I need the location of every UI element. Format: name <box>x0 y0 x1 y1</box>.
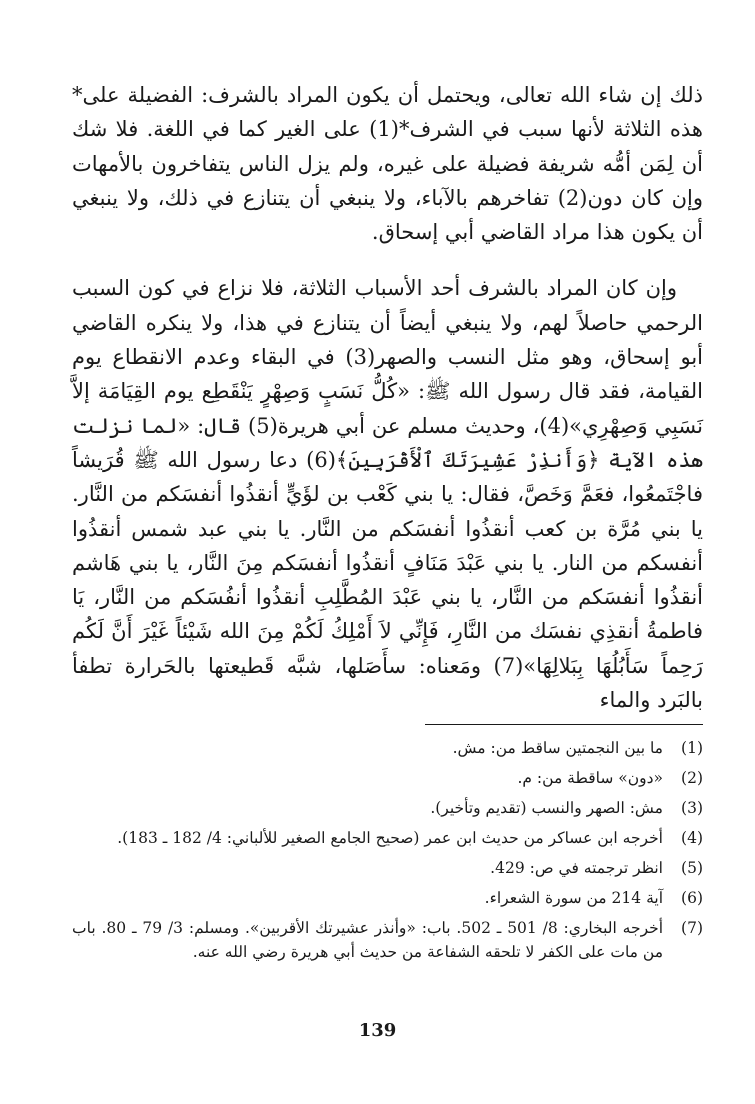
footnote-number: (4) <box>681 829 703 847</box>
footnote-text: «دون» ساقطة من: م. <box>517 769 663 787</box>
footnote-5 <box>72 856 703 880</box>
page-number: 139 <box>358 1020 397 1041</box>
footnotes <box>72 736 703 970</box>
footnote-7 <box>72 916 703 964</box>
footnote-number: (2) <box>681 769 703 787</box>
footnote-number: (7) <box>681 919 703 937</box>
footnote-text: مش: الصهر والنسب (تقديم وتأخير). <box>430 799 663 817</box>
footnote-text: أخرجه البخاري: 8/ 501 ـ 502. باب: «وأنذر عشيرتك الأقربين». ومسلم: 3/ 79 ـ 80. باب من مات على الكفر لا تلحقه الشفاعة من حديث أبي هريرة رضي الله عنه. <box>72 919 664 961</box>
footnote-text: انظر ترجمته في ص: 429. <box>490 859 663 877</box>
footnote-2 <box>72 766 703 790</box>
footnote-text: آية 214 من سورة الشعراء. <box>484 889 663 907</box>
footnote-4 <box>72 826 703 850</box>
paragraph-1: ذلك إن شاء الله تعالى، ويحتمل أن يكون المراد بالشرف: الفضيلة على* هذه الثلاثة لأنها سبب في الشرف*(1) على الغير كما في اللغة. فلا شك أن لِمَن أمُّه شريفة فضيلة على غيره، ولم يزل الناس يتفاخرون بالأمهات وإن كان دون(2) تفاخرهم بالآباء، ولا ينبغي أن يتنازع في ذلك، ولا ينبغي أن يكون هذا مراد القاضي أبي إسحاق. <box>72 83 703 245</box>
footnote-text: ما بين النجمتين ساقط من: مش. <box>452 739 663 757</box>
footnote-number: (3) <box>681 799 703 817</box>
main-text <box>72 78 703 717</box>
footnote-1 <box>72 736 703 760</box>
footnote-number: (6) <box>681 889 703 907</box>
footnote-6 <box>72 886 703 910</box>
footnote-separator <box>425 724 703 725</box>
footnote-3 <box>72 796 703 820</box>
paragraph-2: وإن كان المراد بالشرف أحد الأسباب الثلاثة، فلا نزاع في كون السبب الرحمي حاصلاً لهم، ولا ينبغي أيضاً أن يتنازع في هذا، ولا ينكره القاضي أبو إسحاق، وهو مثل النسب والصهر(3) في البقاء وعدم الانقطاع يوم القيامة، فقد قال رسول الله ﷺ: «كُلُّ نَسَبٍ وَصِهْرٍ يَنْقَطِع يوم القِيَامَة إلاَّ نَسَبِي وَصِهْرِي»(4)، وحديث مسلم عن أبي هريرة(5) قال: «لما نزلت هذه الآية ﴿وَأَنذِرْ عَشِيرَتَكَ ٱلْأَقْرَبِينَ﴾(6) دعا رسول الله ﷺ قُرَيشاً فاجْتَمعُوا، فعَمَّ وَخَصَّ، فقال: يا بني كَعْب بن لؤَيٍّ أنقذُوا أنفسَكم من النَّار. يا بني مُرَّة بن كعب أنقذُوا أنفسَكم من النَّار. يا بني عبد شمس أنقذُوا أنفسكم من النار. يا بني عَبْدَ مَنَافٍ أنقذُوا أنفسَكم مِنَ النَّار، يا بني هَاشم أنقذُوا أنفسَكم من النَّار، يا بني عَبْدَ المُطَّلِبِ أنقذُوا أنفُسَكم من النَّار، يَا فاطمةُ أنقذِي نفسَك من النَّارِ، فَإِنِّي لاَ أَمْلِكُ لَكُمْ مِنَ الله شَيْئاً غَيْرَ أَنَّ لَكُم رَحِماً سَأَبُلُهَا بِبَلالِهَا»(7) ومَعناه: سأَصَلها، شبَّه قَطيعتها بالحَرارة تطفأ بالبَرد والماء <box>72 276 703 713</box>
footnote-number: (1) <box>681 739 703 757</box>
footnote-number: (5) <box>681 859 703 877</box>
footnote-text: أخرجه ابن عساكر من حديث ابن عمر (صحيح الجامع الصغير للألباني: 4/ 182 ـ 183). <box>117 829 663 847</box>
